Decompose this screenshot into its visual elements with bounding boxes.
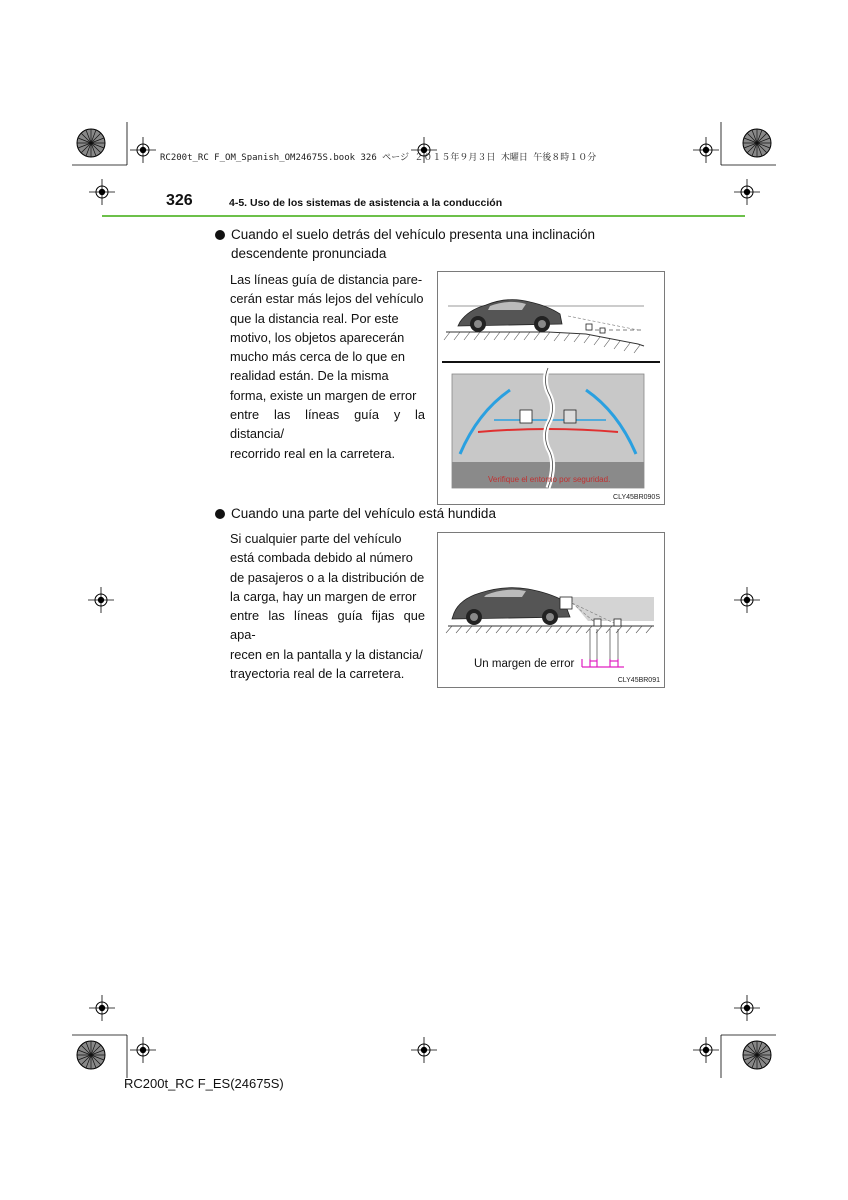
paragraph-line: entre las líneas guía y la distancia/: [230, 407, 425, 442]
header-rule: [102, 215, 745, 217]
item-paragraph: [230, 529, 425, 683]
figure-code: CLY45BR091: [617, 677, 660, 684]
paragraph-line: Si cualquier parte del vehículo: [230, 531, 402, 546]
section-title: 4-5. Uso de los sistemas de asistencia a la conducción: [229, 197, 503, 209]
paragraph-line: la carga, hay un margen de error: [230, 588, 417, 604]
footer-code: RC200t_RC F_ES(24675S): [124, 1076, 284, 1091]
bullet-icon: [215, 509, 225, 519]
paragraph-line: recen en la pantalla y la distancia/: [230, 646, 423, 662]
figure-slope-illustration: [438, 272, 664, 504]
paragraph-line: Las líneas guía de distancia pare-: [230, 272, 423, 287]
paragraph-line: motivo, los objetos aparecerán: [230, 329, 405, 345]
paragraph-line: cerán estar más lejos del vehículo: [230, 291, 424, 307]
paragraph-line: entre las líneas guía fijas que apa-: [230, 608, 425, 643]
paragraph-line: está combada debido al número: [230, 550, 413, 566]
paragraph-line: de pasajeros o a la distribución de: [230, 569, 425, 585]
error-margin-label: Un margen de error: [474, 658, 575, 670]
screen-caption: Verifique el entorno por seguridad.: [488, 475, 611, 484]
item-paragraph: [230, 270, 425, 463]
bullet-icon: [215, 230, 225, 240]
figure-slope: [437, 271, 665, 505]
item-heading: Cuando el suelo detrás del vehículo presenta una inclinación descendente pronunciada: [231, 227, 595, 261]
paragraph-line: realidad están. De la misma: [230, 368, 389, 384]
paragraph-line: que la distancia real. Por este: [230, 310, 399, 326]
page-number: 326: [166, 192, 193, 209]
paragraph-line: trayectoria real de la carretera.: [230, 666, 405, 682]
paragraph-line: mucho más cerca de lo que en: [230, 349, 405, 365]
item-heading: Cuando una parte del vehículo está hundida: [231, 506, 496, 521]
figure-sunk: [437, 532, 665, 688]
figure-code: CLY45BR090S: [613, 494, 660, 501]
paragraph-line: recorrido real en la carretera.: [230, 445, 396, 461]
print-header: RC200t_RC F_OM_Spanish_OM24675S.book 326 ページ ２０１５年９月３日 木曜日 午後８時１０分: [160, 153, 597, 163]
paragraph-line: forma, existe un margen de error: [230, 387, 417, 403]
